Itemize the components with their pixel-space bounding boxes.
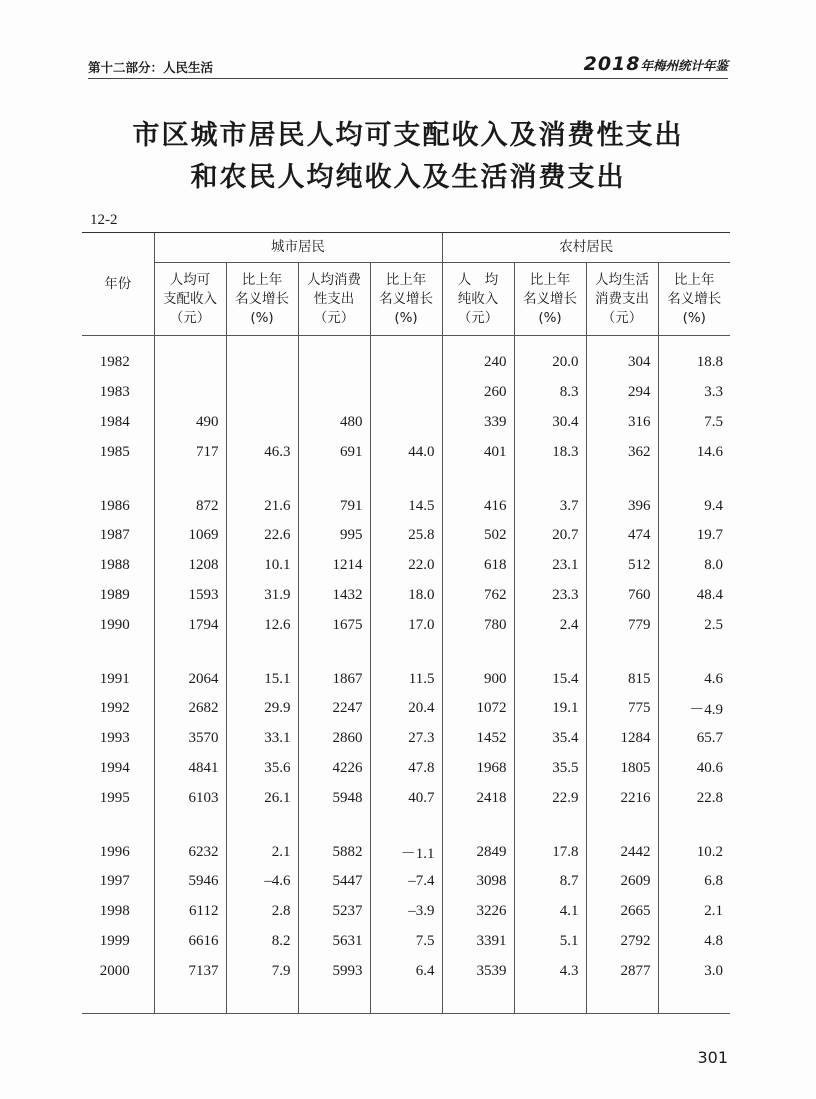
spacer-cell bbox=[370, 640, 442, 664]
value-cell: 10.1 bbox=[226, 551, 298, 581]
column-header-line: （元） bbox=[169, 309, 211, 326]
table-row bbox=[82, 491, 730, 521]
spacer-cell bbox=[226, 813, 298, 837]
column-header-line: (%) bbox=[394, 309, 418, 326]
value-cell: 2.5 bbox=[658, 610, 730, 640]
value-cell: 3539 bbox=[442, 956, 514, 986]
value-cell: 1284 bbox=[586, 724, 658, 754]
column-header-line: 人均可 bbox=[169, 271, 211, 288]
year-cell: 1994 bbox=[99, 759, 130, 776]
value-cell: 7.5 bbox=[370, 927, 442, 957]
value-cell: 11.5 bbox=[370, 664, 442, 694]
value-cell: －4.9 bbox=[658, 694, 730, 724]
table-row bbox=[82, 581, 730, 611]
value-cell: 396 bbox=[586, 491, 658, 521]
value-cell: 3.0 bbox=[658, 956, 730, 986]
value-cell: 14.6 bbox=[658, 437, 730, 467]
column-header-line: （元） bbox=[457, 309, 499, 326]
value-cell: 791 bbox=[298, 491, 370, 521]
spacer-cell bbox=[154, 813, 226, 837]
value-cell: 5.1 bbox=[514, 927, 586, 957]
spacer-cell bbox=[514, 336, 586, 349]
value-cell: 22.8 bbox=[658, 783, 730, 813]
value-cell: 7137 bbox=[154, 956, 226, 986]
year-cell: 1997 bbox=[99, 873, 130, 890]
value-cell: 2418 bbox=[442, 783, 514, 813]
value-cell: 5237 bbox=[298, 897, 370, 927]
table-header bbox=[82, 233, 730, 336]
value-cell: 815 bbox=[586, 664, 658, 694]
spacer-cell bbox=[658, 813, 730, 837]
value-cell: 15.1 bbox=[226, 664, 298, 694]
value-cell bbox=[226, 348, 298, 378]
year-cell: 1988 bbox=[99, 557, 130, 574]
value-cell: 14.5 bbox=[370, 491, 442, 521]
year-cell: 1984 bbox=[99, 413, 130, 430]
value-cell: 1069 bbox=[154, 521, 226, 551]
value-cell: 12.6 bbox=[226, 610, 298, 640]
table-number: 12-2 bbox=[90, 212, 118, 228]
value-cell: 8.3 bbox=[514, 378, 586, 408]
spacer-cell bbox=[658, 640, 730, 664]
table-row bbox=[82, 348, 730, 378]
value-cell: 1867 bbox=[298, 664, 370, 694]
spacer-cell bbox=[82, 986, 154, 1014]
value-cell: 2860 bbox=[298, 724, 370, 754]
column-header-line: 比上年 bbox=[385, 271, 427, 288]
spacer-cell bbox=[298, 813, 370, 837]
spacer-cell bbox=[586, 336, 658, 349]
value-cell: 1452 bbox=[442, 724, 514, 754]
value-cell: 5447 bbox=[298, 867, 370, 897]
column-header bbox=[154, 263, 226, 336]
value-cell: 23.1 bbox=[514, 551, 586, 581]
value-cell: 2247 bbox=[298, 694, 370, 724]
value-cell: 1968 bbox=[442, 754, 514, 784]
table-row bbox=[82, 521, 730, 551]
spacer-cell bbox=[82, 640, 154, 664]
value-cell bbox=[226, 408, 298, 438]
spacer-cell bbox=[82, 336, 154, 349]
table-row bbox=[82, 956, 730, 986]
year-cell: 1991 bbox=[99, 670, 130, 687]
value-cell: 362 bbox=[586, 437, 658, 467]
value-cell: 1208 bbox=[154, 551, 226, 581]
value-cell: 15.4 bbox=[514, 664, 586, 694]
table-row bbox=[82, 408, 730, 438]
value-cell: 2609 bbox=[586, 867, 658, 897]
value-cell: 27.3 bbox=[370, 724, 442, 754]
value-cell bbox=[298, 348, 370, 378]
value-cell: 780 bbox=[442, 610, 514, 640]
value-cell: 512 bbox=[586, 551, 658, 581]
value-cell: 5631 bbox=[298, 927, 370, 957]
spacer-cell bbox=[82, 813, 154, 837]
value-cell: 2064 bbox=[154, 664, 226, 694]
column-header-line: 比上年 bbox=[529, 271, 571, 288]
group-header-urban: 城市居民 bbox=[154, 233, 442, 263]
value-cell: 691 bbox=[298, 437, 370, 467]
year-cell: 1985 bbox=[99, 443, 130, 460]
column-header-line: 人均生活 bbox=[595, 271, 649, 288]
value-cell: 2682 bbox=[154, 694, 226, 724]
spacer-cell bbox=[370, 467, 442, 491]
value-cell: 23.3 bbox=[514, 581, 586, 611]
spacer-cell bbox=[298, 336, 370, 349]
value-cell: 3570 bbox=[154, 724, 226, 754]
value-cell bbox=[154, 378, 226, 408]
value-cell: 7.5 bbox=[658, 408, 730, 438]
spacer-cell bbox=[82, 467, 154, 491]
table-row bbox=[82, 783, 730, 813]
value-cell: 20.0 bbox=[514, 348, 586, 378]
spacer-cell bbox=[442, 467, 514, 491]
year-cell: 1995 bbox=[99, 789, 130, 806]
value-cell: 2.1 bbox=[226, 837, 298, 867]
value-cell: 490 bbox=[154, 408, 226, 438]
value-cell: 18.3 bbox=[514, 437, 586, 467]
column-header bbox=[298, 263, 370, 336]
value-cell: 22.0 bbox=[370, 551, 442, 581]
table-row bbox=[82, 897, 730, 927]
column-header-line: 名义增长 bbox=[667, 290, 722, 307]
column-header bbox=[586, 263, 658, 336]
value-cell: 339 bbox=[442, 408, 514, 438]
book-name: 年梅州统计年鉴 bbox=[640, 58, 728, 73]
value-cell: 4.1 bbox=[514, 897, 586, 927]
year-cell: 1993 bbox=[99, 730, 130, 747]
value-cell: 35.5 bbox=[514, 754, 586, 784]
value-cell: 4.8 bbox=[658, 927, 730, 957]
column-header-line: (%) bbox=[538, 309, 562, 326]
spacer-cell bbox=[226, 467, 298, 491]
column-header-line: 名义增长 bbox=[379, 290, 433, 307]
value-cell: 48.4 bbox=[658, 581, 730, 611]
value-cell: 4841 bbox=[154, 754, 226, 784]
value-cell: 8.2 bbox=[226, 927, 298, 957]
value-cell: 20.4 bbox=[370, 694, 442, 724]
value-cell: 22.9 bbox=[514, 783, 586, 813]
column-header-line: 纯收入 bbox=[457, 290, 499, 307]
year-cell: 1990 bbox=[99, 616, 130, 633]
value-cell: 474 bbox=[586, 521, 658, 551]
table-row bbox=[82, 837, 730, 867]
value-cell: 9.4 bbox=[658, 491, 730, 521]
spacer-cell bbox=[226, 336, 298, 349]
value-cell: 1214 bbox=[298, 551, 370, 581]
value-cell: 18.8 bbox=[658, 348, 730, 378]
value-cell: 3.3 bbox=[658, 378, 730, 408]
value-cell: 717 bbox=[154, 437, 226, 467]
column-header-line: 名义增长 bbox=[235, 290, 289, 307]
value-cell: 1675 bbox=[298, 610, 370, 640]
year-cell: 1987 bbox=[99, 527, 130, 544]
value-cell bbox=[370, 408, 442, 438]
row-spacer bbox=[82, 336, 730, 349]
value-cell: 294 bbox=[586, 378, 658, 408]
value-cell: 31.9 bbox=[226, 581, 298, 611]
value-cell bbox=[154, 348, 226, 378]
value-cell: 779 bbox=[586, 610, 658, 640]
value-cell: 4.6 bbox=[658, 664, 730, 694]
value-cell: 40.7 bbox=[370, 783, 442, 813]
value-cell: 19.1 bbox=[514, 694, 586, 724]
value-cell: 47.8 bbox=[370, 754, 442, 784]
column-header-line: （元） bbox=[601, 309, 643, 326]
value-cell: 5948 bbox=[298, 783, 370, 813]
value-cell bbox=[298, 378, 370, 408]
value-cell: 6.8 bbox=[658, 867, 730, 897]
year-column-header: 年份 bbox=[82, 233, 154, 336]
spacer-cell bbox=[298, 986, 370, 1014]
spacer-cell bbox=[442, 336, 514, 349]
value-cell: 2.1 bbox=[658, 897, 730, 927]
year-cell: 1992 bbox=[99, 700, 130, 717]
value-cell: 480 bbox=[298, 408, 370, 438]
column-header-line: 比上年 bbox=[674, 271, 715, 288]
value-cell: 1593 bbox=[154, 581, 226, 611]
value-cell: 2792 bbox=[586, 927, 658, 957]
value-cell bbox=[226, 378, 298, 408]
value-cell: 3226 bbox=[442, 897, 514, 927]
value-cell: 240 bbox=[442, 348, 514, 378]
spacer-cell bbox=[586, 467, 658, 491]
spacer-cell bbox=[298, 640, 370, 664]
value-cell: 2442 bbox=[586, 837, 658, 867]
spacer-cell bbox=[154, 640, 226, 664]
year-cell: 1982 bbox=[99, 354, 130, 371]
spacer-cell bbox=[514, 986, 586, 1014]
value-cell: 260 bbox=[442, 378, 514, 408]
section-label: 第十二部分：人民生活 bbox=[88, 60, 214, 75]
value-cell: 775 bbox=[586, 694, 658, 724]
value-cell: 1794 bbox=[154, 610, 226, 640]
year-cell: 1983 bbox=[99, 384, 130, 401]
table-row bbox=[82, 664, 730, 694]
column-header-line: 性支出 bbox=[313, 290, 355, 307]
spacer-cell bbox=[442, 986, 514, 1014]
value-cell: 2216 bbox=[586, 783, 658, 813]
value-cell: －1.1 bbox=[370, 837, 442, 867]
value-cell: 19.7 bbox=[658, 521, 730, 551]
table-row bbox=[82, 378, 730, 408]
value-cell: 304 bbox=[586, 348, 658, 378]
year-cell: 1986 bbox=[99, 497, 130, 514]
value-cell: 1805 bbox=[586, 754, 658, 784]
value-cell: 1432 bbox=[298, 581, 370, 611]
column-header-line: 名义增长 bbox=[523, 290, 577, 307]
table-row bbox=[82, 551, 730, 581]
page-number: 301 bbox=[697, 1048, 728, 1067]
value-cell: 21.6 bbox=[226, 491, 298, 521]
spacer-cell bbox=[154, 336, 226, 349]
spacer-cell bbox=[586, 986, 658, 1014]
value-cell: 416 bbox=[442, 491, 514, 521]
value-cell: 35.4 bbox=[514, 724, 586, 754]
value-cell: 502 bbox=[442, 521, 514, 551]
spacer-cell bbox=[586, 813, 658, 837]
spacer-cell bbox=[658, 336, 730, 349]
value-cell: 1072 bbox=[442, 694, 514, 724]
value-cell: 17.8 bbox=[514, 837, 586, 867]
value-cell: 762 bbox=[442, 581, 514, 611]
book-year: 2018 bbox=[583, 53, 641, 75]
value-cell: 65.7 bbox=[658, 724, 730, 754]
spacer-cell bbox=[442, 640, 514, 664]
spacer-cell bbox=[226, 640, 298, 664]
column-header-line: 人 均 bbox=[457, 271, 499, 288]
column-header bbox=[226, 263, 298, 336]
value-cell bbox=[370, 348, 442, 378]
value-cell: 46.3 bbox=[226, 437, 298, 467]
value-cell: 25.8 bbox=[370, 521, 442, 551]
value-cell: 872 bbox=[154, 491, 226, 521]
row-spacer bbox=[82, 986, 730, 1014]
year-cell: 1996 bbox=[99, 843, 130, 860]
value-cell: 3391 bbox=[442, 927, 514, 957]
column-header bbox=[442, 263, 514, 336]
running-header bbox=[88, 52, 728, 79]
table-row bbox=[82, 754, 730, 784]
value-cell: 995 bbox=[298, 521, 370, 551]
value-cell: 6103 bbox=[154, 783, 226, 813]
value-cell: 618 bbox=[442, 551, 514, 581]
group-header-rural: 农村居民 bbox=[442, 233, 730, 263]
value-cell: 17.0 bbox=[370, 610, 442, 640]
value-cell: 8.7 bbox=[514, 867, 586, 897]
value-cell: 8.0 bbox=[658, 551, 730, 581]
value-cell: 6616 bbox=[154, 927, 226, 957]
table-body bbox=[82, 336, 730, 1014]
page-title-line-1: 市区城市居民人均可支配收入及消费性支出 bbox=[132, 120, 684, 151]
value-cell: 2665 bbox=[586, 897, 658, 927]
column-header-line: （元） bbox=[313, 309, 355, 326]
spacer-cell bbox=[658, 467, 730, 491]
table-row bbox=[82, 927, 730, 957]
value-cell: 6232 bbox=[154, 837, 226, 867]
table-row bbox=[82, 610, 730, 640]
spacer-cell bbox=[226, 986, 298, 1014]
value-cell: 6112 bbox=[154, 897, 226, 927]
value-cell: 10.2 bbox=[658, 837, 730, 867]
value-cell: –3.9 bbox=[370, 897, 442, 927]
table-row bbox=[82, 437, 730, 467]
value-cell: 316 bbox=[586, 408, 658, 438]
value-cell: 40.6 bbox=[658, 754, 730, 784]
spacer-cell bbox=[154, 467, 226, 491]
book-title bbox=[584, 53, 728, 75]
value-cell: 4226 bbox=[298, 754, 370, 784]
value-cell: 35.6 bbox=[226, 754, 298, 784]
value-cell: 401 bbox=[442, 437, 514, 467]
spacer-cell bbox=[370, 986, 442, 1014]
spacer-cell bbox=[298, 467, 370, 491]
value-cell: 4.3 bbox=[514, 956, 586, 986]
column-header bbox=[370, 263, 442, 336]
value-cell: 5882 bbox=[298, 837, 370, 867]
value-cell: 22.6 bbox=[226, 521, 298, 551]
value-cell: 26.1 bbox=[226, 783, 298, 813]
table-row bbox=[82, 724, 730, 754]
statistics-table bbox=[82, 232, 730, 1014]
spacer-cell bbox=[370, 336, 442, 349]
row-spacer bbox=[82, 640, 730, 664]
column-header-line: 比上年 bbox=[241, 271, 283, 288]
spacer-cell bbox=[586, 640, 658, 664]
value-cell: 2.8 bbox=[226, 897, 298, 927]
page-title-line-2: 和农民人均纯收入及生活消费支出 bbox=[190, 162, 626, 193]
column-header-line: (%) bbox=[250, 309, 274, 326]
column-header bbox=[658, 263, 730, 336]
year-cell: 2000 bbox=[99, 962, 130, 979]
value-cell: 900 bbox=[442, 664, 514, 694]
spacer-cell bbox=[514, 813, 586, 837]
value-cell: –7.4 bbox=[370, 867, 442, 897]
spacer-cell bbox=[514, 467, 586, 491]
column-header-line: 消费支出 bbox=[595, 290, 649, 307]
year-cell: 1999 bbox=[99, 932, 130, 949]
spacer-cell bbox=[370, 813, 442, 837]
spacer-cell bbox=[442, 813, 514, 837]
spacer-cell bbox=[154, 986, 226, 1014]
column-header-line: 支配收入 bbox=[163, 290, 217, 307]
table-row bbox=[82, 867, 730, 897]
value-cell: 2.4 bbox=[514, 610, 586, 640]
column-header-line: 人均消费 bbox=[307, 271, 361, 288]
year-cell: 1989 bbox=[99, 586, 130, 603]
year-cell: 1998 bbox=[99, 903, 130, 920]
value-cell: 18.0 bbox=[370, 581, 442, 611]
value-cell: 29.9 bbox=[226, 694, 298, 724]
value-cell: 2877 bbox=[586, 956, 658, 986]
row-spacer bbox=[82, 813, 730, 837]
column-header bbox=[514, 263, 586, 336]
value-cell: 44.0 bbox=[370, 437, 442, 467]
value-cell: 3.7 bbox=[514, 491, 586, 521]
value-cell: –4.6 bbox=[226, 867, 298, 897]
value-cell: 20.7 bbox=[514, 521, 586, 551]
spacer-cell bbox=[514, 640, 586, 664]
column-header-line: (%) bbox=[682, 309, 706, 326]
value-cell: 7.9 bbox=[226, 956, 298, 986]
value-cell: 760 bbox=[586, 581, 658, 611]
value-cell: 33.1 bbox=[226, 724, 298, 754]
value-cell: 3098 bbox=[442, 867, 514, 897]
value-cell: 30.4 bbox=[514, 408, 586, 438]
table-row bbox=[82, 694, 730, 724]
value-cell: 5946 bbox=[154, 867, 226, 897]
value-cell: 2849 bbox=[442, 837, 514, 867]
spacer-cell bbox=[658, 986, 730, 1014]
row-spacer bbox=[82, 467, 730, 491]
value-cell bbox=[370, 378, 442, 408]
value-cell: 5993 bbox=[298, 956, 370, 986]
value-cell: 6.4 bbox=[370, 956, 442, 986]
